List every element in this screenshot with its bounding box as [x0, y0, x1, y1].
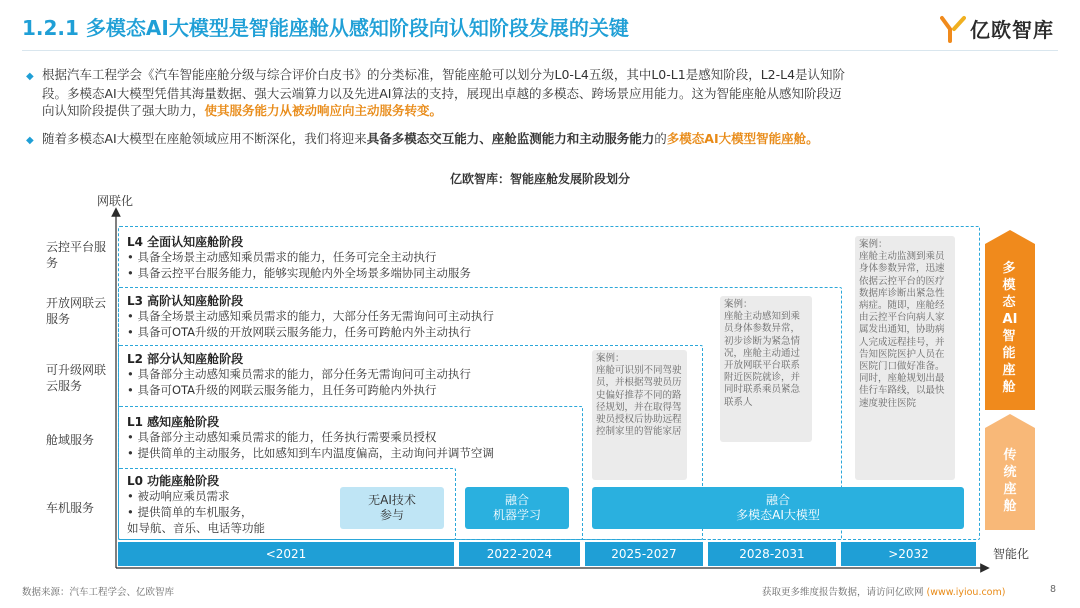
- tech-ml-line-2: 机器学习: [492, 508, 541, 522]
- stage-l1-line-1: • 具备部分主动感知乘员需求的能力，任务执行需要乘员授权: [127, 430, 437, 444]
- stage-l2-line-1: • 具备部分主动感知乘员需求的能力，部分任务无需询问可主动执行: [127, 367, 471, 381]
- era-before-2021: <2021: [118, 542, 454, 566]
- tech-mm-line-1: 融合: [765, 493, 790, 507]
- stage-l0-line-2: • 提供简单的车机服务，: [127, 505, 253, 519]
- tech-mm-line-2: 多模态AI大模型: [736, 508, 820, 522]
- more-info-note: [762, 584, 1005, 598]
- y-level-open-cloud: 开放网联云服务: [46, 296, 107, 326]
- page-number: 8: [1050, 584, 1057, 595]
- side-label-multimodal: 多 模 态 AI 智 能 座 舱: [1002, 261, 1018, 395]
- diamond-icon: ◆: [26, 135, 34, 146]
- stage-l0-title: L0 功能座舱阶段: [127, 474, 220, 488]
- y-level-upgradable-cloud: 可升级网联云服务: [46, 363, 107, 393]
- stage-l3-line-2: • 具备可OTA升级的开放网联云服务能力，任务可跨舱内外主动执行: [127, 325, 471, 339]
- y-axis-label: 网联化: [97, 194, 134, 208]
- stage-l2-line-2: • 具备可OTA升级的网联云服务能力，且任务可跨舱内外执行: [127, 383, 437, 397]
- bullet-1-line-2: 段。多模态AI大模型凭借其海量数据、强大云端算力以及先进AI算法的支持，展现出卓越的多模态、跨场景应用能力。这为智能座舱从感知阶段迈: [42, 86, 842, 101]
- bullet-2-text: 随着多模态AI大模型在座舱领域应用不断深化，我们将迎来: [42, 131, 367, 146]
- stage-l0-line-3: 如导航、音乐、电话等功能: [127, 521, 265, 535]
- tech-multimodal-ai: [592, 487, 964, 529]
- source-note: 数据来源：汽车工程学会、亿欧智库: [22, 587, 175, 598]
- stage-l2-title: L2 部分认知座舱阶段: [127, 352, 244, 366]
- stage-l4-line-1: • 具备全场景主动感知乘员需求的能力，任务可完全主动执行: [127, 250, 437, 264]
- case-l3: [720, 296, 812, 442]
- bullet-2-text-2: 的: [654, 131, 667, 146]
- bullet-1-highlight: 使其服务能力从被动响应向主动服务转变。: [204, 103, 443, 118]
- era-2025-2027: 2025-2027: [585, 542, 703, 566]
- case-l3-text: 座舱主动感知到乘员身体参数异常，初步诊断为紧急情况，座舱主动通过开放网联平台联系附近医院就诊，并同时联系乘员紧急联系人: [724, 311, 801, 408]
- y-level-cabin-domain: 舱域服务: [46, 433, 95, 447]
- case-l4-title: 案例：: [859, 239, 888, 250]
- side-label-traditional: 传 统 座 舱: [1003, 448, 1017, 514]
- bullet-1-line-1: 根据汽车工程学会《汽车智能座舱分级与综合评价白皮书》的分类标准，智能座舱可以划分为L0-L4五级，其中L0-L1是感知阶段，L2-L4是认知阶: [42, 67, 846, 82]
- bullet-2-highlight: 多模态AI大模型智能座舱。: [666, 131, 819, 146]
- case-l2-title: 案例：: [596, 353, 625, 364]
- stage-l3-title: L3 高阶认知座舱阶段: [127, 294, 244, 308]
- website-link[interactable]: (www.iyiou.com): [926, 587, 1006, 598]
- era-2022-2024: 2022-2024: [459, 542, 580, 566]
- bullet-1-line-3: 向认知阶段提供了强大助力，: [42, 103, 205, 118]
- stage-l1-line-2: • 提供简单的主动服务，比如感知到车内温度偏高，主动询问并调节空调: [127, 446, 494, 460]
- case-l4: [855, 236, 955, 480]
- stage-l0-line-1: • 被动响应乘员需求: [127, 489, 230, 503]
- stage-l4-title: L4 全面认知座舱阶段: [127, 235, 244, 249]
- case-l3-title: 案例：: [724, 299, 753, 310]
- case-l2: [592, 350, 687, 480]
- bullet-2-bold: 具备多模态交互能力、座舱监测能力和主动服务能力: [366, 131, 655, 146]
- x-axis-label: 智能化: [993, 547, 1030, 561]
- case-l2-text: 座舱可识别不同驾驶员，并根据驾驶员历史偏好推荐不同的路径规划，并在取得驾驶员授权后协助远程控制家里的智能家居: [596, 365, 682, 438]
- diamond-icon: ◆: [26, 71, 34, 82]
- case-l4-text: 座舱主动监测到乘员身体参数异常，迅速依据云控平台的医疗数据库诊断出紧急性病症。随即，座舱经由云控平台向病人家属发出通知，协助病人完成远程挂号，并告知医院医护人员在医院门口做好准备。同时，座舱规划出最佳行车路线，以最快速度驶往医院: [859, 251, 945, 409]
- brand-name: 亿欧智库: [970, 18, 1054, 42]
- tech-no-ai: 无AI技术 参与: [340, 487, 444, 529]
- diagram-title: 亿欧智库：智能座舱发展阶段划分: [449, 172, 630, 186]
- y-level-cloud-control: 云控平台服务: [46, 240, 107, 270]
- page-title: 1.2.1 多模态AI大模型是智能座舱从感知阶段向认知阶段发展的关键: [22, 16, 629, 40]
- stage-l3-line-1: • 具备全场景主动感知乘员需求的能力，大部分任务无需询问可主动执行: [127, 309, 494, 323]
- stage-l4-line-2: • 具备云控平台服务能力，能够实现舱内外全场景多端协同主动服务: [127, 266, 471, 280]
- more-info-text: 获取更多维度报告数据，请访问亿欧网: [762, 587, 924, 598]
- stage-l1-title: L1 感知座舱阶段: [127, 415, 220, 429]
- era-2028-2031: 2028-2031: [708, 542, 836, 566]
- tech-machine-learning: [465, 487, 569, 529]
- y-level-head-unit: 车机服务: [46, 501, 95, 515]
- tech-ml-line-1: 融合: [504, 493, 529, 507]
- era-after-2032: >2032: [841, 542, 976, 566]
